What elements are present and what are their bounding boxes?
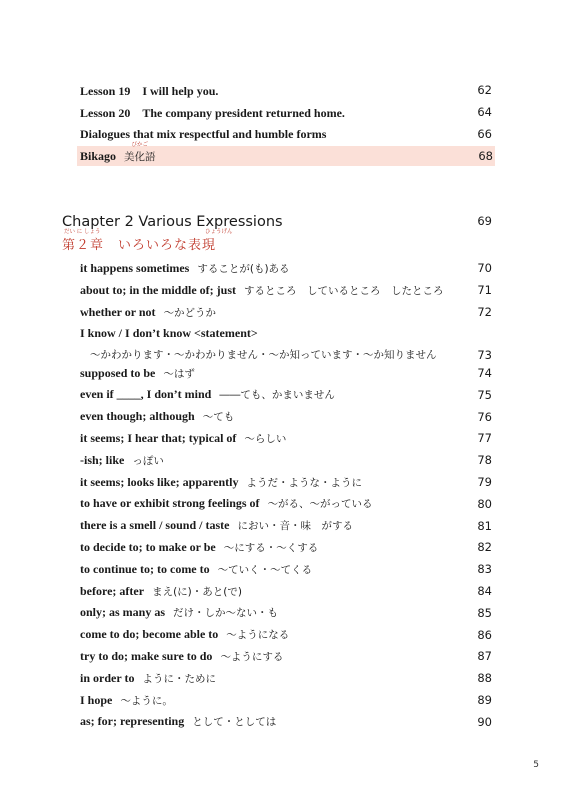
entry-title: Lesson 19 I will help you. [80, 83, 219, 98]
entry-japanese: ～ように。 [120, 694, 173, 707]
entry-page: 66 [477, 127, 492, 141]
chapter-ruby-left: だい に しょう [64, 229, 101, 235]
entry-page: 82 [477, 540, 492, 555]
entry-page: 74 [477, 366, 492, 380]
chapter-page: 69 [477, 214, 492, 228]
toc-entry[interactable] [80, 559, 494, 579]
toc-entry[interactable] [80, 385, 494, 405]
toc-entry[interactable] [80, 428, 494, 448]
entry-page: 87 [477, 649, 492, 664]
entry-japanese: ようだ・ような・ように [246, 476, 362, 489]
toc-entry[interactable] [80, 302, 494, 322]
entry-title: even though; although [80, 409, 195, 424]
entry-title: to decide to; to make or be [80, 539, 216, 554]
toc-entry[interactable] [80, 407, 494, 427]
toc-entry[interactable] [80, 646, 494, 666]
entry-title: to continue to; to come to [80, 561, 210, 576]
entry-japanese: ～ても [202, 411, 235, 424]
entry-title: whether or not [80, 304, 156, 319]
entry-page: 80 [477, 496, 492, 511]
entry-title: about to; in the middle of; just [80, 282, 237, 297]
entry-title: -ish; like [80, 452, 125, 467]
entry-japanese: まえ(に)・あと(で) [152, 585, 242, 598]
entry-japanese-text: 美化語 [124, 150, 156, 163]
entry-page: 75 [477, 387, 492, 402]
entry-page: 90 [477, 714, 492, 729]
toc-entry[interactable] [80, 472, 494, 492]
chapter-title-jp [62, 229, 494, 253]
page-number: 5 [533, 760, 539, 770]
entry-page: 83 [477, 562, 492, 577]
entry-japanese: ～ようになる [226, 629, 290, 642]
toc-entry[interactable] [80, 690, 494, 710]
entry-page: 81 [477, 518, 492, 533]
entry-title: only; as many as [80, 605, 166, 620]
entry-title: I know / I don’t know <statement> [80, 326, 258, 340]
entry-page: 78 [477, 453, 492, 468]
entry-page: 84 [477, 584, 492, 598]
toc-entry[interactable] [80, 363, 494, 383]
entry-japanese: っぽい [132, 454, 164, 467]
entry-title: before; after [80, 583, 145, 598]
chapter-ruby-right: ひょうげん [205, 229, 233, 235]
toc-entry[interactable] [80, 668, 494, 688]
entry-page: 72 [477, 305, 492, 319]
entry-page: 77 [477, 431, 492, 446]
entry-title: it seems; looks like; apparently [80, 474, 239, 489]
entry-title: it seems; I hear that; typical of [80, 430, 237, 445]
toc-entry-know[interactable] [80, 326, 494, 362]
entry-japanese: ～にする・～くする [223, 541, 319, 554]
entry-japanese: ～がる、～がっている [267, 498, 373, 511]
entry-title: even if ____, I don’t mind [80, 387, 212, 402]
entry-page: 88 [477, 671, 492, 686]
entry-japanese: するところ しているところ したところ [244, 284, 444, 297]
toc-entry[interactable] [80, 603, 494, 623]
entry-japanese: だけ・しか～ない・も [173, 607, 279, 620]
entry-page: 73 [477, 347, 492, 362]
toc-entry[interactable] [80, 494, 494, 514]
entry-title: it happens sometimes [80, 260, 190, 275]
entry-japanese: することが(も)ある [197, 262, 290, 275]
entry-japanese: ～らしい [244, 432, 287, 445]
entry-japanese: ～ようにする [220, 650, 284, 663]
entry-japanese: ～かどうか [163, 306, 217, 319]
entry-page: 68 [478, 149, 493, 163]
entry-title: Dialogues that mix respectful and humble forms [80, 126, 327, 141]
toc-entry-bikago[interactable] [77, 141, 495, 166]
entry-japanese: ～かわかります・～かわかりません・～か知っています・～か知りません [90, 349, 437, 361]
entry-page: 62 [477, 83, 492, 97]
toc-entry[interactable] [80, 450, 494, 470]
entry-title: try to do; make sure to do [80, 648, 213, 663]
toc-entry-lesson-19[interactable] [80, 80, 494, 100]
entry-japanese: ように・ために [142, 672, 216, 685]
entry-page: 71 [477, 283, 492, 297]
entry-japanese [124, 141, 156, 164]
entry-japanese: ～はず [163, 367, 195, 380]
entry-title: supposed to be [80, 365, 156, 380]
toc-entry[interactable] [80, 625, 494, 645]
entry-title: Bikago [80, 148, 117, 163]
entry-title: come to do; become able to [80, 627, 219, 642]
ruby-text: びかご [131, 141, 149, 148]
entry-title: as; for; representing [80, 714, 185, 729]
entry-page: 86 [477, 627, 492, 642]
entry-page: 89 [477, 693, 492, 707]
chapter-title-jp-text: 第２章 いろいろな表現 [62, 238, 217, 253]
chapter-title-en: Chapter 2 Various Expressions [62, 214, 283, 230]
entry-title: I hope [80, 692, 113, 707]
entry-page: 79 [477, 475, 492, 489]
entry-japanese-row [80, 347, 494, 362]
entry-title: there is a smell / sound / taste [80, 518, 230, 533]
entry-japanese: ～ていく・～てくる [217, 563, 313, 576]
entry-japanese: ――ても、かまいません [219, 389, 335, 402]
toc-entry[interactable] [80, 537, 494, 557]
toc-entry-lesson-20[interactable] [80, 102, 494, 122]
entry-title: Lesson 20 The company president returned home. [80, 105, 345, 120]
entry-page: 85 [477, 605, 492, 620]
entry-japanese: におい・音・味 がする [237, 520, 353, 533]
toc-entry[interactable] [80, 581, 494, 601]
entry-page: 76 [477, 409, 492, 424]
toc-entry[interactable] [80, 258, 494, 278]
entry-title: to have or exhibit strong feelings of [80, 496, 260, 511]
toc-entry[interactable] [80, 712, 494, 732]
entry-page: 70 [477, 261, 492, 275]
entry-japanese: として・としては [192, 716, 277, 729]
entry-title: in order to [80, 670, 135, 685]
entry-page: 64 [477, 105, 492, 119]
chapter-heading[interactable] [62, 214, 494, 253]
toc-entry[interactable] [80, 516, 494, 536]
toc-entry[interactable] [80, 280, 494, 300]
